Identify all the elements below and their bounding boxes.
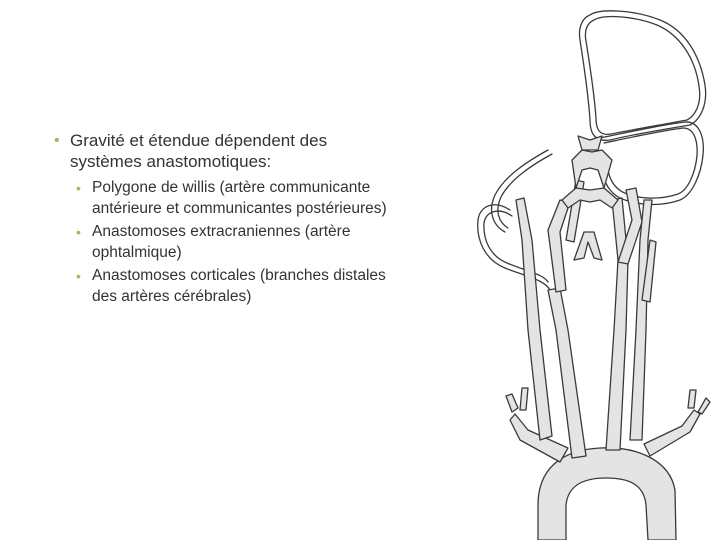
- circle-of-willis: [562, 188, 618, 208]
- bullet-dot-icon: •: [76, 224, 81, 240]
- bullet-dot-icon: •: [54, 132, 60, 149]
- arterial-anatomy-illustration-icon: [450, 0, 720, 540]
- sub-bullet-text: Polygone de willis (artère communicante antérieure et communicantes postérieures): [92, 179, 387, 217]
- cortical-loop-lower: [600, 122, 703, 205]
- cortical-loop-upper: [579, 11, 705, 140]
- bullet-dot-icon: •: [76, 268, 81, 284]
- arterial-anatomy-diagram: [450, 0, 720, 540]
- right-common-carotid: [548, 288, 586, 458]
- bullet-content: [50, 130, 390, 310]
- sub-bullet-text: Anastomoses extracraniennes (artère ophtalmique): [92, 223, 351, 261]
- bullet-main-text: Gravité et étendue dépendent des systèmes anastomotiques:: [70, 131, 328, 171]
- left-common-carotid: [606, 198, 628, 450]
- sub-bullet-text: Anastomoses corticales (branches distales des artères cérébrales): [92, 267, 386, 305]
- bullet-dot-icon: •: [76, 180, 81, 196]
- sub-bullet-item: [70, 266, 390, 307]
- sub-bullet-item: [70, 222, 390, 263]
- left-subclavian: [644, 410, 700, 456]
- sub-bullet-list: [70, 178, 390, 307]
- sub-bullet-item: [70, 178, 390, 219]
- bullet-main: [50, 130, 390, 172]
- basilar-artery: [574, 232, 602, 260]
